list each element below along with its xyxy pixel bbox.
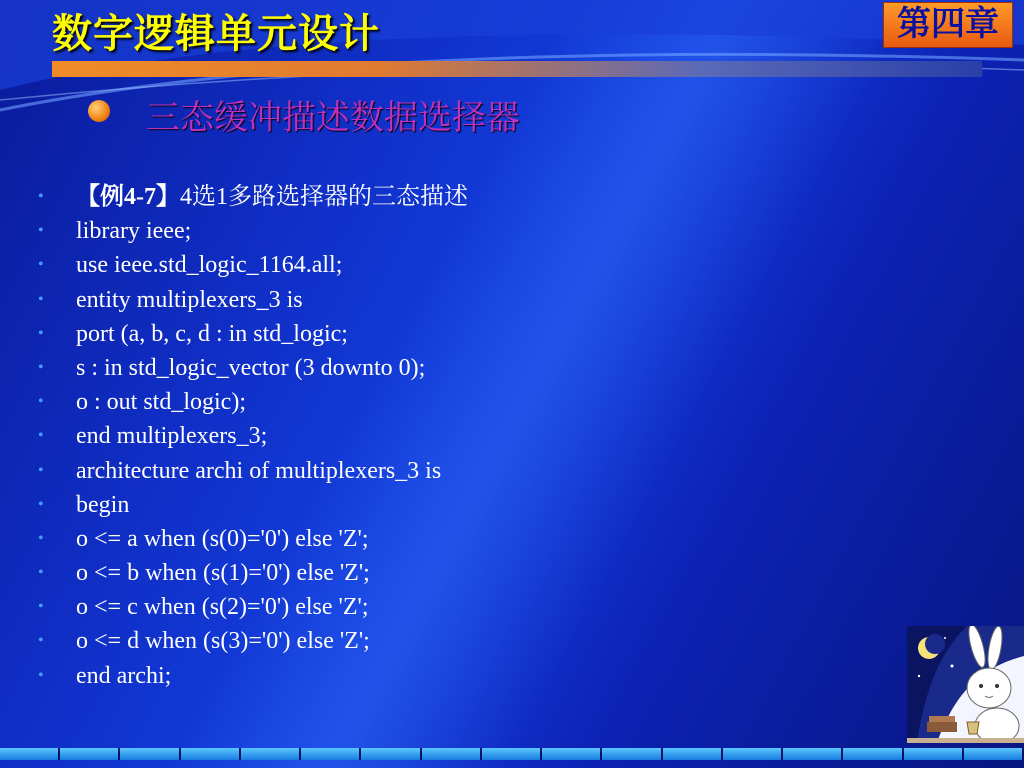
code-listing: [38, 180, 468, 693]
bullet-icon: •: [38, 529, 44, 547]
bullet-icon: •: [38, 461, 44, 479]
code-line: • architecture archi of multiplexers_3 is: [38, 454, 468, 488]
example-caption: 4选1多路选择器的三态描述: [180, 184, 468, 210]
slide-title: 数字逻辑单元设计: [52, 11, 380, 56]
code-line: • o <= b when (s(1)='0') else 'Z';: [38, 556, 468, 590]
code-line: • begin: [38, 488, 468, 522]
chapter-badge: 第四章: [883, 2, 1013, 48]
code-line: • o <= c when (s(2)='0') else 'Z';: [38, 590, 468, 624]
bullet-icon: •: [38, 564, 44, 582]
code-line: • o <= a when (s(0)='0') else 'Z';: [38, 522, 468, 556]
bullet-icon: •: [38, 222, 44, 240]
bullet-icon: •: [38, 495, 44, 513]
bullet-icon: •: [38, 632, 44, 650]
code-line: • end archi;: [38, 659, 468, 693]
code-line: • end multiplexers_3;: [38, 419, 468, 453]
bullet-icon: •: [38, 598, 44, 616]
code-line: • s : in std_logic_vector (3 downto 0);: [38, 351, 468, 385]
code-line: • o : out std_logic);: [38, 385, 468, 419]
code-line: • o <= d when (s(3)='0') else 'Z';: [38, 624, 468, 658]
code-line: • port (a, b, c, d : in std_logic;: [38, 317, 468, 351]
bullet-icon: •: [38, 324, 44, 342]
bullet-icon: •: [38, 358, 44, 376]
bullet-icon: •: [38, 427, 44, 445]
title-underline-bar: [52, 61, 982, 77]
code-line: • entity multiplexers_3 is: [38, 283, 468, 317]
example-heading: [38, 180, 468, 214]
moon-rabbit-illustration: [907, 626, 1024, 743]
bullet-icon: •: [38, 393, 44, 411]
orange-ball-bullet-icon: [88, 100, 110, 122]
code-line: • library ieee;: [38, 214, 468, 248]
bullet-icon: •: [38, 188, 44, 205]
example-label: 【例4-7】: [76, 184, 180, 210]
bullet-icon: •: [38, 256, 44, 274]
bullet-icon: •: [38, 666, 44, 684]
section-subtitle: 三态缓冲描述数据选择器: [146, 100, 520, 137]
bottom-segment-bar: [0, 748, 1024, 760]
bullet-icon: •: [38, 290, 44, 308]
code-line: • use ieee.std_logic_1164.all;: [38, 248, 468, 282]
